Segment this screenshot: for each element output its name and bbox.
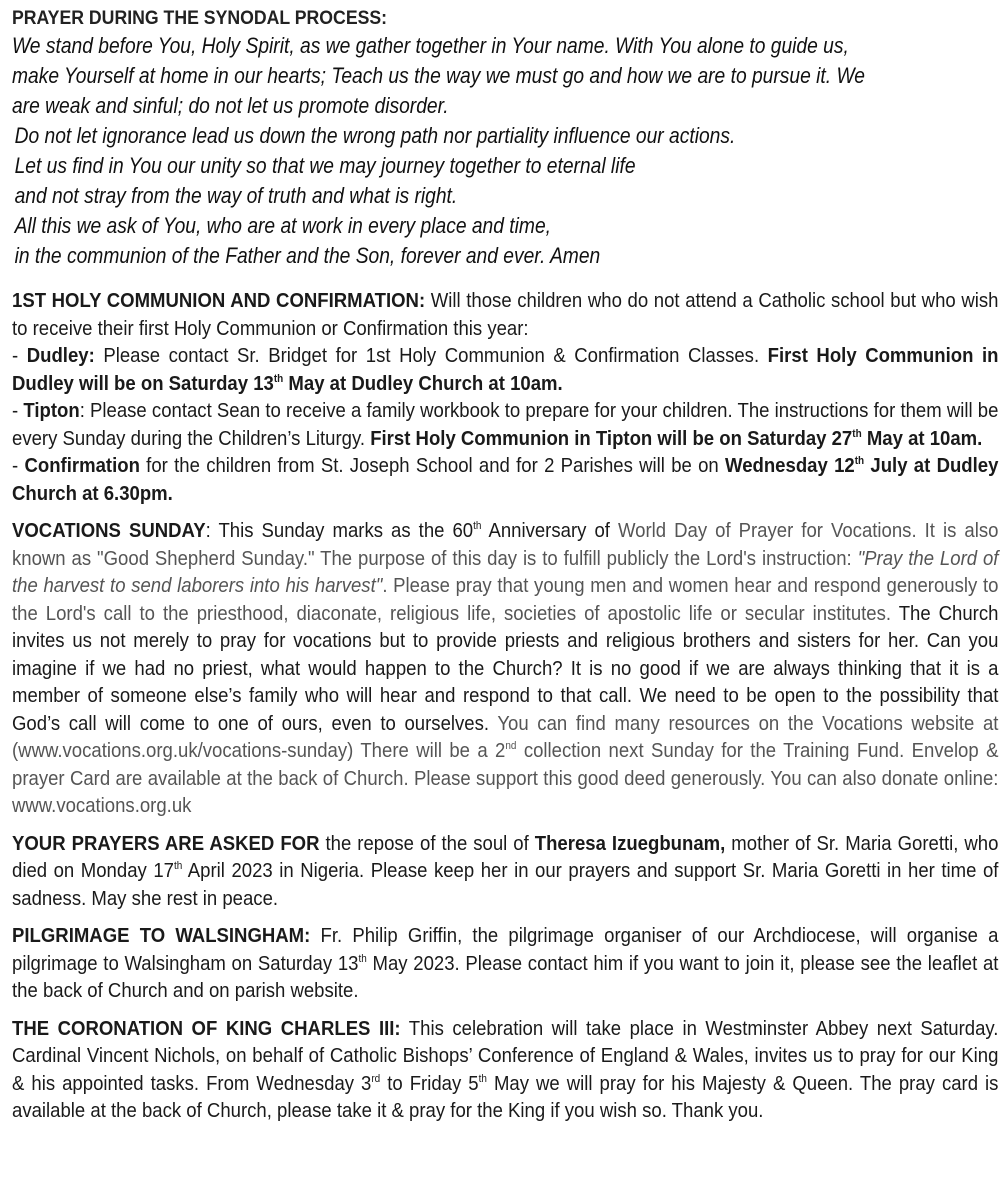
communion-confirmation: - Confirmation for the children from St. Joseph School and for 2 Parishes will be on Wednesday 12th July at Dudley Church at 6.30pm. <box>12 454 999 505</box>
vocations-heading: VOCATIONS SUNDAY <box>12 519 206 542</box>
prayer-line: We stand before You, Holy Spirit, as we gather together in Your name. With You alone to guide us, <box>12 33 849 58</box>
prayer-line: Let us find in You our unity so that we may journey together to eternal life <box>14 153 636 178</box>
prayer-line: make Yourself at home in our hearts; Teach us the way we must go and how we are to pursue it. We <box>12 63 865 88</box>
prayer-line: and not stray from the way of truth and what is right. <box>14 183 458 208</box>
prayers-heading: YOUR PRAYERS ARE ASKED FOR <box>12 831 320 855</box>
communion-dudley: - Dudley: Please contact Sr. Bridget for 1st Holy Communion & Confirmation Classes. First Holy Communion in Dudley will be on Saturday 13th May at Dudley Church at 10am. <box>12 344 999 395</box>
communion-tipton: - Tipton: Please contact Sean to receive a family workbook to prepare for your children. The instructions for them will be every Sunday during the Children’s Liturgy. First Holy Communion in Tipton will be on Saturday 27th May at 10am. <box>12 399 999 450</box>
vocations-section <box>12 517 999 820</box>
prayer-line: Do not let ignorance lead us down the wrong path nor partiality influence our actions. <box>14 123 736 148</box>
deceased-name: Theresa Izuegbunam, <box>534 831 726 855</box>
prayer-line: are weak and sinful; do not let us promote disorder. <box>12 93 449 118</box>
synodal-prayer <box>12 6 995 271</box>
confirmation-label: Confirmation <box>24 454 140 477</box>
pilgrimage-heading: PILGRIMAGE TO WALSINGHAM: <box>12 924 311 947</box>
coronation-section <box>12 1015 999 1125</box>
coronation-heading: THE CORONATION OF KING CHARLES III: <box>12 1016 401 1040</box>
communion-intro: 1ST HOLY COMMUNION AND CONFIRMATION: Will those children who do not attend a Catholic school but who wish to receive their first Holy Communion or Confirmation this year: <box>12 289 999 340</box>
communion-section <box>12 287 999 507</box>
prayer-title: PRAYER DURING THE SYNODAL PROCESS: <box>12 8 388 29</box>
communion-heading: 1ST HOLY COMMUNION AND CONFIRMATION: <box>12 289 426 312</box>
pilgrimage-section <box>12 922 999 1005</box>
prayers-section <box>12 830 999 913</box>
pilgrimage-paragraph: PILGRIMAGE TO WALSINGHAM: Fr. Philip Griffin, the pilgrimage organiser of our Archdiocese, will organise a pilgrimage to Walsingham on Saturday 13th May 2023. Please contact him if you want to join it, please see the leaflet at the back of Church and on parish website. <box>12 924 999 1002</box>
dudley-label: Dudley: <box>26 344 95 367</box>
tipton-label: Tipton <box>23 399 80 422</box>
coronation-paragraph: THE CORONATION OF KING CHARLES III: This celebration will take place in Westminster Abbey next Saturday. Cardinal Vincent Nichols, on behalf of Catholic Bishops’ Conference of England & Wales, invites us to pray for our King & his appointed tasks. From Wednesday 3rd to Friday 5th May we will pray for his Majesty & Queen. The pray card is available at the back of Church, please take it & pray for the King if you wish so. Thank you. <box>12 1016 999 1122</box>
prayer-line: in the communion of the Father and the Son, forever and ever. Amen <box>14 243 601 268</box>
prayers-paragraph: YOUR PRAYERS ARE ASKED FOR the repose of the soul of Theresa Izuegbunam, mother of Sr. Maria Goretti, who died on Monday 17th April 2023 in Nigeria. Please keep her in our prayers and support Sr. Maria Goretti in her time of sadness. May she rest in peace. <box>12 831 999 910</box>
prayer-line: All this we ask of You, who are at work in every place and time, <box>14 213 551 238</box>
vocations-paragraph: VOCATIONS SUNDAY: This Sunday marks as the 60th Anniversary of World Day of Prayer for Vocations. It is also known as "Good Shepherd Sunday." The purpose of this day is to fulfill publicly the Lord's instruction: "Pray the Lord of the harvest to send laborers into his harvest". Please pray that young men and women hear and respond generously to the Lord's call to the priesthood, diaconate, religious life, societies of apostolic life or secular institutes. The Church invites us not merely to pray for vocations but to provide priests and religious brothers and sisters for her. Can you imagine if we had no priest, what would happen to the Church? It is no good if we are always thinking that it is a member of someone else’s family who will hear and respond to that call. We need to be open to the possibility that God’s call will come to one of ours, even to ourselves. You can find many resources on the Vocations website at (www.vocations.org.uk/vocations-sunday) There will be a 2nd collection next Sunday for the Training Fund. Envelop & prayer Card are available at the back of Church. Please support this good deed generously. You can also donate online: www.vocations.org.uk <box>12 519 999 817</box>
